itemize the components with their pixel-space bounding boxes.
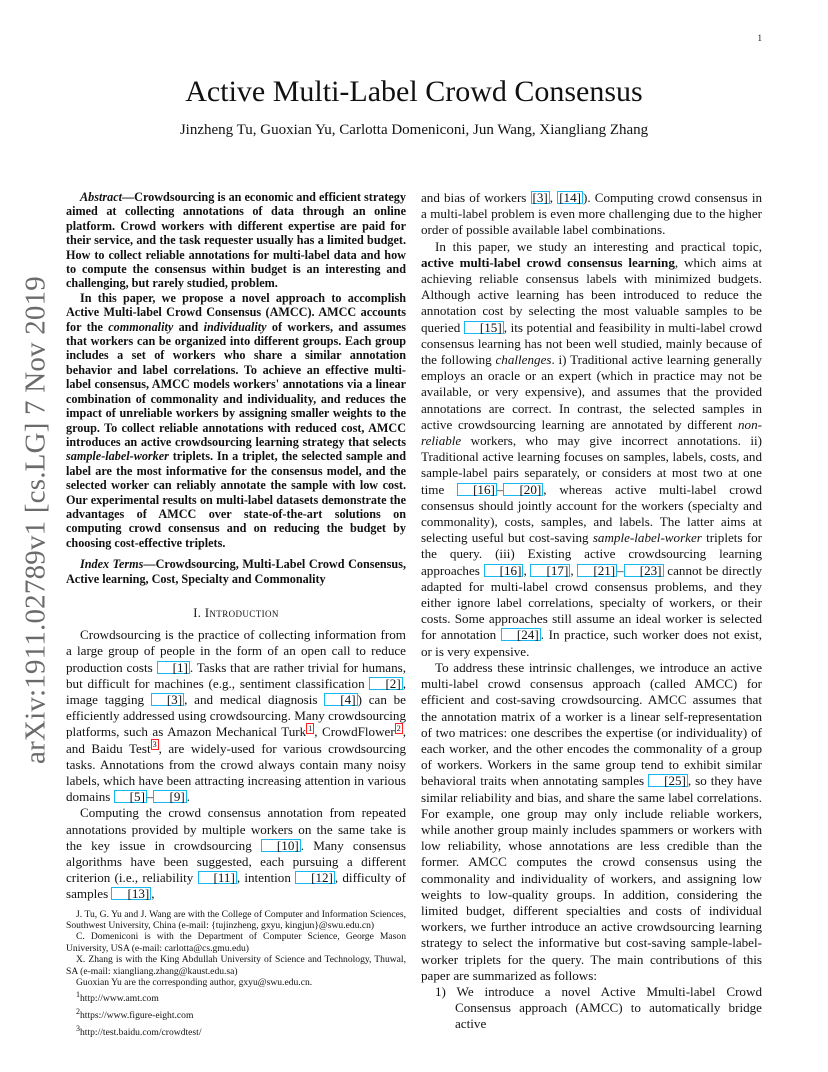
abstract (66, 190, 406, 550)
author-list: Jinzheng Tu, Guoxian Yu, Carlotta Domeniconi, Jun Wang, Xiangliang Zhang (179, 122, 649, 138)
arxiv-stamp (19, 276, 52, 764)
text: – (146, 789, 154, 805)
citation-link[interactable]: [4] (324, 693, 357, 706)
citation-link[interactable]: [17] (530, 564, 570, 577)
abstract-text-and: and (173, 319, 204, 334)
emphasis: challenges (495, 352, 552, 368)
footnote-link[interactable]: 1 (308, 724, 313, 734)
text: , image tagging (66, 675, 406, 707)
url-link[interactable]: https://www.figure-eight.com (80, 1010, 194, 1022)
index-terms (66, 557, 406, 586)
text: , whereas active multi-label crowd consensus should jointly account for the workers (specialty and commonality), costs, samples, and labels. The latter aims at selecting useful but cost-saving (421, 481, 762, 546)
list-number: 1) (435, 983, 446, 999)
abstract-paragraph-1 (66, 190, 406, 291)
intro-paragraph-1 (66, 627, 406, 805)
text: . Many consensus algorithms have been suggested, each pursuing a different criterion (i.e., reliability (66, 837, 406, 886)
citation-link[interactable]: [2] (369, 677, 402, 690)
citation-link[interactable]: [13] (111, 887, 151, 900)
footnote-url-2 (66, 1006, 406, 1022)
text: , (570, 562, 578, 578)
abstract-text-2b: of workers, and assumes that workers can be organized into different groups. Each group includes a set of workers who share a similar annotation behavior and label correlations. To achieve an effective multi-label consensus, AMCC models workers' annotations via a linear combination of commonality and individuality, and reduces the impact of unreliable workers by assigning smaller weights to the group. To collect reliable annotations with reduced cost, AMCC introduces an active crowdsourcing learning strategy that selects (66, 319, 407, 449)
citation-link[interactable]: [25] (648, 774, 688, 787)
citation-link[interactable]: [5] (114, 790, 147, 803)
url-link[interactable]: http://test.baidu.com/crowdtest/ (80, 1026, 202, 1038)
citation-link[interactable]: [11] (198, 871, 237, 884)
footnote-url-3 (66, 1023, 406, 1039)
right-paragraph-3 (421, 660, 762, 984)
text: To address these intrinsic challenges, we introduce an active multi-label crowd consensus approach (called AMCC) for efficient and cost-saving crowdsourcing. AMCC assumes that the annotation matrix of a worker is a linear self-representation of two matrices: one describes the expertise (or individuality) of each worker, and the other encodes the commonality of a group of workers. Workers in the same group tend to exhibit similar behavioral traits when annotating samples (421, 659, 762, 789)
text: , so they have similar reliability and bias, and share the same label correlations. For example, one group may only include reliable workers, while another group mainly includes spammers or workers with low reliability, whose annotations are less credible than the former. AMCC computes the crowd consensus using the commonality and individuality of workers, and assigning low weights to low-quality groups. In addition, considering the limited budget, different specialties and costs of individual workers, we further introduce an active crowdsourcing learning strategy to select the informative but cost-saving sample-label-worker triplets for the query. The main contributions of this paper are summarized as follows: (421, 773, 762, 983)
citation-link[interactable]: [15] (464, 321, 504, 334)
text: and bias of workers (421, 190, 531, 205)
section-heading (66, 605, 406, 621)
citation-link[interactable]: [10] (261, 839, 301, 852)
citation-link[interactable]: [21] (577, 564, 617, 577)
text: ) can be efficiently addressed using crowdsourcing. Many crowdsourcing platforms, such as Amazon Mechanical Turk (66, 691, 406, 740)
abstract-paragraph-2 (66, 291, 406, 550)
citation-link[interactable]: [14] (559, 190, 582, 205)
abstract-text-1: —Crowdsourcing is an economic and efficient strategy aimed at collecting annotations of data through an online platform. Crowd workers with different expertise are paid for their service, and the task requester usually has a limited budget. How to collect reliable annotations for multi-label data and how to compute the consensus within budget is an interesting and challenging, but rarely studied, problem. (66, 190, 406, 291)
text: ). Computing crowd consensus in a multi-label problem is even more challenging due to the higher order of possible available label combinations. (421, 190, 763, 238)
abstract-term-individuality: individuality (203, 319, 267, 334)
text: In this paper, we study an interesting and practical topic, (435, 238, 762, 254)
citation-link[interactable]: [24] (501, 628, 541, 641)
text: . i) Traditional active learning generally employs an oracle or an expert (which in practice may not be available, or very expensive), and assumes that the provided annotations are correct. In contrast, the selected samples in active crowdsourcing learning are annotated by different (421, 352, 762, 432)
intro-paragraph-2 (66, 805, 406, 902)
text: . (186, 789, 191, 805)
right-paragraph-1 (421, 190, 762, 239)
page-number: 1 (757, 33, 762, 43)
contribution-list (421, 984, 762, 1033)
citation-link[interactable]: [1] (157, 661, 190, 674)
footnote-corresponding: Guoxian Yu are the corresponding author, gxyu@swu.edu.cn. (76, 977, 313, 989)
footnotes (66, 909, 406, 1039)
text: , difficulty of samples (66, 870, 406, 902)
footnote-number: 3 (76, 1023, 80, 1033)
text: Computing the crowd consensus annotation from repeated annotations provided by multiple workers on the same take is the key issue in crowdsourcing (66, 805, 406, 853)
text: , and Baidu Test (66, 724, 406, 756)
paper-title: Active Multi-Label Crowd Consensus (185, 75, 643, 108)
left-column (66, 190, 406, 1038)
key-topic: active multi-label crowd consensus learning (421, 254, 675, 270)
footnote-affiliation-1: J. Tu, G. Yu and J. Wang are with the College of Computer and Information Sciences, Southwest University, China (e-mail: {tujinzheng, gxyu, kingjun}@swu.edu.cn) (66, 908, 406, 932)
text: , (523, 562, 531, 578)
text: triplets for the query. (iii) Existing active crowdsourcing learning approaches (421, 530, 762, 578)
emphasis: sample-label-worker (592, 530, 702, 546)
text: , (549, 190, 558, 205)
arxiv-stamp-text: arXiv:1911.02789v1 [cs.LG] 7 Nov 2019 (19, 276, 52, 764)
citation-link[interactable]: [16] (484, 564, 524, 577)
text: , its potential and feasibility in multi-label crowd consensus learning has not been well studied, mainly because of the following (421, 319, 762, 368)
text: . In practice, such worker does not exist, or is very expensive. (421, 627, 762, 659)
text: , and medical diagnosis (184, 691, 325, 707)
index-terms-label: Index Terms (80, 557, 144, 572)
citation-link[interactable]: [20] (503, 483, 543, 496)
emphasis: non-reliable (421, 416, 762, 449)
footnote-number: 2 (76, 1007, 80, 1017)
text: – (496, 481, 504, 497)
citation-link[interactable]: [9] (153, 790, 186, 803)
text: , CrowdFlower (314, 724, 395, 740)
index-terms-text: —Crowdsourcing, Multi-Label Crowd Consensus, Active learning, Cost, Specialty and Commonality (66, 557, 406, 586)
footnote-link[interactable]: 2 (396, 724, 401, 734)
footnote-affiliation-3: X. Zhang is with the King Abdullah University of Science and Technology, Thuwal, SA (e-mail: xiangliang.zhang@kaust.edu.sa) (66, 954, 406, 977)
citation-link[interactable]: [23] (624, 564, 664, 577)
abstract-text-2c: triplets. In a triplet, the selected sample and label are the most informative for the consensus model, and the selected worker can reliably annotate the sample with low cost. Our experimental results on multi-label datasets demonstrate the advantages of AMCC over state-of-the-art solutions on computing crowd consensus and on reducing the budget by choosing cost-effective triplets. (66, 449, 406, 550)
footnote-url-1 (66, 989, 406, 1005)
abstract-term-triplet: sample-label-worker (66, 449, 169, 464)
text: , are widely-used for various crowdsourcing tasks. Annotations from the crowd always contain many noisy labels, which have been attracting increasing attention in various domains (66, 740, 406, 805)
section-number: I. (193, 605, 202, 620)
url-link[interactable]: http://www.amt.com (80, 993, 159, 1005)
citation-link[interactable]: [16] (457, 483, 497, 496)
list-item (421, 984, 762, 1033)
citation-link[interactable]: [3] (532, 190, 548, 205)
abstract-label: Abstract (80, 190, 122, 204)
text: , which aims at achieving reliable consensus labels with minimized budgets. Although active learning has been introduced to reduce the annotation cost by selecting the most valuable samples to be queried (421, 254, 762, 335)
citation-link[interactable]: [3] (151, 693, 184, 706)
abstract-text-2a: In this paper, we propose a novel approach to accomplish Active Multi-label Crowd Consensus (AMCC). AMCC accounts for the (66, 290, 406, 334)
text: Crowdsourcing is the practice of collecting information from a large group of people in the form of an open call to reduce production costs (66, 627, 406, 675)
section-title: Introduction (204, 605, 279, 620)
text: . Tasks that are rather trivial for humans, but difficult for machines (e.g., sentiment classification (66, 659, 406, 691)
text: workers, who may give incorrect annotations. ii) Traditional active learning focuses on samples, labels, costs, and sample-label pairs separately, or considers at most two at one time (421, 433, 762, 497)
right-column (421, 190, 762, 1033)
right-paragraph-2 (421, 239, 762, 660)
text: cannot be directly adapted for multi-label crowd consensus problems, and they either ignore label correlations, specialty of workers, or their costs. Some approaches still assume an ideal worker is selected for annotation (421, 562, 763, 643)
text: , intention (236, 870, 296, 886)
footnote-link[interactable]: 3 (152, 740, 157, 750)
abstract-term-commonality: commonality (108, 319, 174, 334)
text: , (151, 886, 155, 902)
footnote-affiliation-2: C. Domeniconi is with the Department of Computer Science, George Mason University, USA (e-mail: carlotta@cs.gmu.edu) (66, 931, 406, 954)
footnote-number: 1 (76, 990, 80, 1000)
citation-link[interactable]: [12] (295, 871, 335, 884)
list-text: We introduce a novel Active Mmulti-label Crowd Consensus approach (AMCC) to automatically bridge active (455, 983, 762, 1032)
text: – (617, 562, 624, 578)
